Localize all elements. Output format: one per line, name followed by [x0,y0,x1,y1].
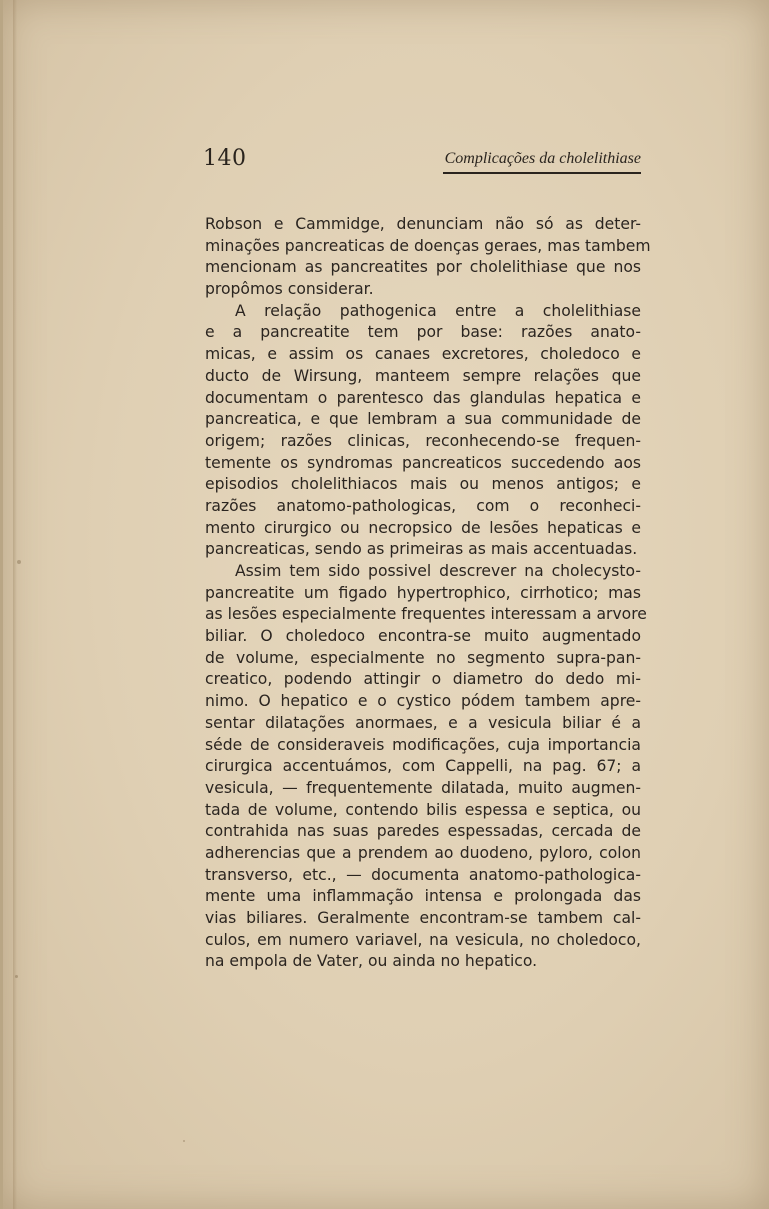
text-line: propômos considerar. [205,280,374,299]
text-line: adherencias que a prendem ao duodeno, pyloro, colon [205,843,641,862]
text-line: A relação pathogenica entre a cholelithiase [235,301,641,320]
text-line: na empola de Vater, ou ainda no hepatico. [205,952,538,971]
paper-speck [183,1140,185,1142]
paper-speck [17,560,21,564]
text-line: origem; razões clinicas, reconhecendo-se frequen- [205,431,641,450]
text-line: transverso, etc., — documenta anatomo-pathologica- [205,865,641,884]
text-line: episodios cholelithiacos mais ou menos antigos; e [205,475,641,494]
text-line: mencionam as pancreatites por cholelithiase que nos [205,258,641,277]
text-line: as lesões especialmente frequentes interessam a arvore [205,605,647,624]
page-edge-shadow [13,0,17,1209]
text-line: pancreatite um figado hypertrophico, cirrhotico; mas [205,583,641,602]
text-line: contrahida nas suas paredes espessadas, cercada de [205,822,641,841]
text-line: de volume, especialmente no segmento supra-pan- [205,648,641,667]
text-line: cirurgica accentuámos, com Cappelli, na pag. 67; a [205,757,641,776]
paper-speck [15,975,18,978]
text-line: temente os syndromas pancreaticos succedendo aos [205,453,641,472]
page-header [203,146,643,176]
text-line: Robson e Cammidge, denunciam não só as deter- [205,215,641,233]
text-line: nimo. O hepatico e o cystico pódem tambem apre- [205,692,641,711]
page-number: 140 [203,146,247,171]
text-line: e a pancreatite tem por base: razões anato- [205,323,641,342]
header-rule [443,172,641,174]
text-line: ducto de Wirsung, manteem sempre relações que [205,366,641,385]
text-line: tada de volume, contendo bilis espessa e septica, ou [205,800,641,819]
text-line: biliar. O choledoco encontra-se muito augmentado [205,627,641,646]
text-line: minações pancreaticas de doenças geraes, mas tambem [205,236,651,255]
running-title: Complicações da cholelithiase [444,150,641,167]
text-line: pancreaticas, sendo as primeiras as mais accentuadas. [205,540,638,559]
body-text [205,214,651,973]
text-line: vias biliares. Geralmente encontram-se tambem cal- [205,909,641,927]
text-line: mento cirurgico ou necropsico de lesões hepaticas e [205,518,641,537]
text-line: pancreatica, e que lembram a sua communidade de [205,410,641,429]
text-line: culos, em numero variavel, na vesicula, no choledoco, [205,930,641,949]
text-line: sentar dilatações anormaes, e a vesicula biliar é a [205,713,641,732]
text-line: mente uma inflammação intensa e prolongada das [205,887,641,906]
text-line: séde de consideraveis modificações, cuja importancia [205,735,641,754]
text-line: micas, e assim os canaes excretores, choledoco e [205,345,641,364]
text-line: Assim tem sido possivel descrever na cholecysto- [235,562,641,580]
text-line: creatico, podendo attingir o diametro do dedo mi- [205,670,641,689]
text-line: razões anatomo-pathologicas, com o reconheci- [205,496,641,515]
text-line: documentam o parentesco das glandulas hepatica e [205,388,641,407]
text-line: vesicula, — frequentemente dilatada, muito augmen- [205,778,641,797]
